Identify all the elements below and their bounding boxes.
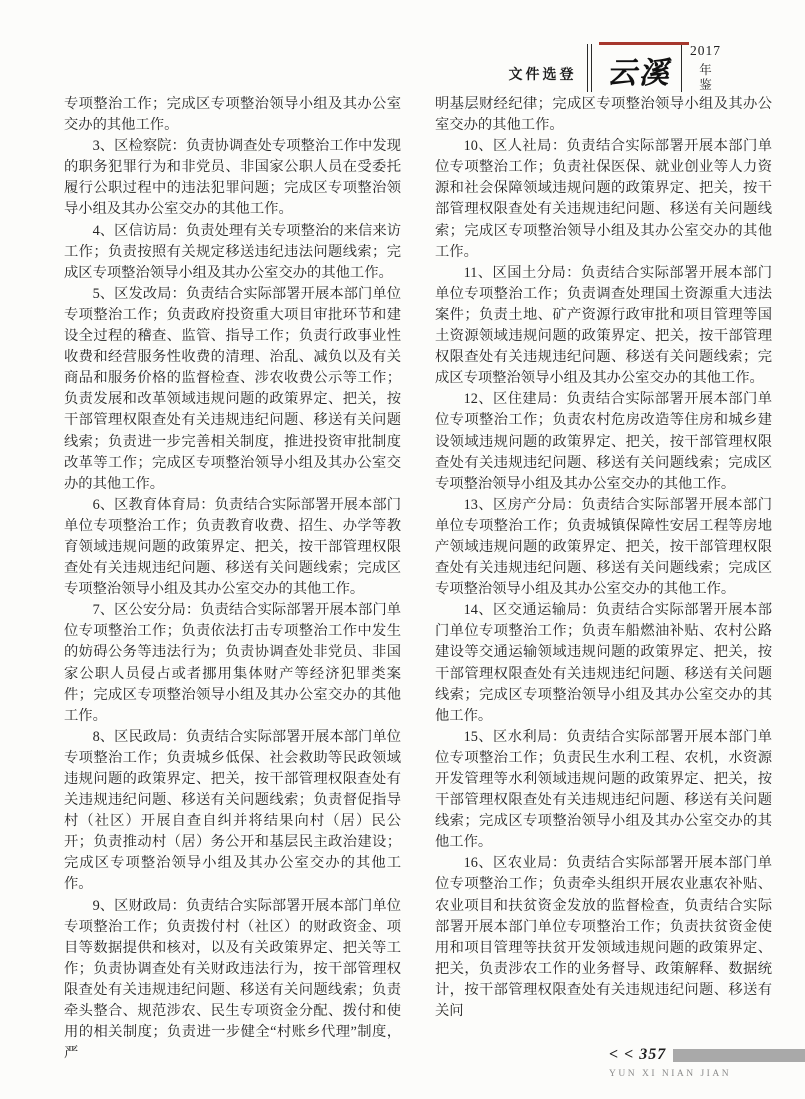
text-column-left [64,94,401,1064]
paragraph: 15、区水利局：负责结合实际部署开展本部门单位专项整治工作；负责民生水利工程、农机，水资源开发管理等水利领域违规问题的政策界定、把关，按干部管理权限查处有关违规违纪问题、移送有关问题线索；完成区专项整治领导小组及其办公室交办的其他工作。 [435,728,772,851]
text-body [64,94,772,1064]
paragraph: 16、区农业局：负责结合实际部署开展本部门单位专项整治工作；负责牵头组织开展农业惠农补贴、农业项目和扶贫资金发放的监督检查，负责结合实际部署开展本部门单位专项整治工作；负责扶贫资金使用和项目管理等扶贫开发领域违规问题的政策界定、把关，负责涉农工作的业务督导、政策解释、数据统计，按干部管理权限查处有关违规违纪问题、移送有关问 [435,855,772,1020]
yearbook-char-jian: 鉴 [699,78,712,92]
paragraph: 8、区民政局：负责结合实际部署开展本部门单位专项整治工作；负责城乡低保、社会救助等民政领域违规问题的政策界定、把关，按干部管理权限查处有关违规违纪问题、移送有关问题线索；负责督促指导村（社区）开展自查自纠并将结果向村（居）民公开；负责推动村（居）务公开和基层民主政治建设；完成区专项整治领导小组及其办公室交办的其他工作。 [64,728,401,893]
paragraph: 4、区信访局：负责处理有关专项整治的来信来访工作；负责按照有关规定移送违纪违法问题线索；完成区专项整治领导小组及其办公室交办的其他工作。 [64,222,401,281]
page-number: < < 357 [609,1046,667,1063]
brand-title: 云溪 [606,57,671,90]
brand-wrap [601,42,679,94]
paragraph: 10、区人社局：负责结合实际部署开展本部门单位专项整治工作；负责社保医保、就业创业等人力资源和社会保障领域违规问题的政策界定、把关，按干部管理权限查处有关违规违纪问题、移送有关问题线索；完成区专项整治领导小组及其办公室交办的其他工作。 [435,138,772,260]
header-double-divider [587,44,595,92]
year-label: 2017 [690,43,721,58]
paragraph: 5、区发改局：负责结合实际部署开展本部门单位专项整治工作；负责政府投资重大项目审批环节和建设全过程的稽查、监管、指导工作；负责行政事业性收费和经营服务性收费的清理、治乱、减负以及有关商品和服务价格的监督检查、涉农收费公示等工作；负责发展和改革领域违规问题的政策界定、把关，按干部管理权限查处有关违规违纪问题、移送有关问题线索；负责进一步完善相关制度，推进投资审批制度改革等工作；完成区专项整治领导小组及其办公室交办的其他工作。 [64,285,401,492]
header-divider [681,44,683,92]
page-footer [609,1046,805,1079]
paragraph: 11、区国土分局：负责结合实际部署开展本部门单位专项整治工作；负责调查处理国土资源重大违法案件；负责土地、矿产资源行政审批和项目管理等国土资源领域违规问题的政策界定、把关，按干部管理权限查处有关违规违纪问题、移送有关问题线索；完成区专项整治领导小组及其办公室交办的其他工作。 [435,264,772,387]
footer-romanization: YUN XI NIAN JIAN [609,1069,732,1079]
paragraph: 专项整治工作；完成区专项整治领导小组及其办公室交办的其他工作。 [64,96,401,134]
paragraph: 明基层财经纪律；完成区专项整治领导小组及其办公室交办的其他工作。 [435,96,772,134]
paragraph: 7、区公安分局：负责结合实际部署开展本部门单位专项整治工作；负责依法打击专项整治工作中发生的妨碍公务等违法行为；负责协调查处非党员、非国家公职人员侵占或者挪用集体财产等经济犯罪类案件；完成区专项整治领导小组及其办公室交办的其他工作。 [64,602,401,724]
paragraph: 14、区交通运输局：负责结合实际部署开展本部门单位专项整治工作；负责车船燃油补贴、农村公路建设等交通运输领域违规问题的政策界定、把关，按干部管理权限查处有关违规违纪问题、移送有关问题线索；完成区专项整治领导小组及其办公室交办的其他工作。 [435,602,772,724]
red-accent-rule [599,42,689,45]
section-title: 文件选登 [508,68,577,83]
page-header [509,42,722,94]
paragraph: 13、区房产分局：负责结合实际部署开展本部门单位专项整治工作；负责城镇保障性安居工程等房地产领域违规问题的政策界定、把关，按干部管理权限查处有关违规违纪问题、移送有关问题线索；完成区专项整治领导小组及其办公室交办的其他工作。 [435,496,772,598]
text-column-right [435,94,772,1064]
paragraph: 3、区检察院：负责协调查处专项整治工作中发现的职务犯罪行为和非党员、非国家公职人员在受委托履行公职过程中的违法犯罪问题；完成区专项整治领导小组及其办公室交办的其他工作。 [64,138,401,218]
yearbook-char-nian: 年 [699,63,712,77]
paragraph: 9、区财政局：负责结合实际部署开展本部门单位专项整治工作；负责拨付村（社区）的财政资金、项目等数据提供和核对，以及有关政策界定、把关等工作；负责协调查处有关财政违法行为，按干部管理权限查处有关违规违纪问题、移送有关问题线索；负责牵头整合、规范涉农、民生专项资金分配、拨付和使用的相关制度；负责进一步健全“村账乡代理”制度，严 [64,897,401,1062]
year-block [690,42,721,94]
paragraph: 12、区住建局：负责结合实际部署开展本部门单位专项整治工作；负责农村危房改造等住房和城乡建设领域违规问题的政策界定、把关，按干部管理权限查处有关违规违纪问题、移送有关问题线索；完成区专项整治领导小组及其办公室交办的其他工作。 [435,391,772,492]
page-number-row [609,1046,805,1064]
footer-gray-bar [673,1049,805,1062]
paragraph: 6、区教育体育局：负责结合实际部署开展本部门单位专项整治工作；负责教育收费、招生、办学等教育领域违规问题的政策界定、把关，按干部管理权限查处有关违规违纪问题、移送有关问题线索；完成区专项整治领导小组及其办公室交办的其他工作。 [64,496,401,598]
